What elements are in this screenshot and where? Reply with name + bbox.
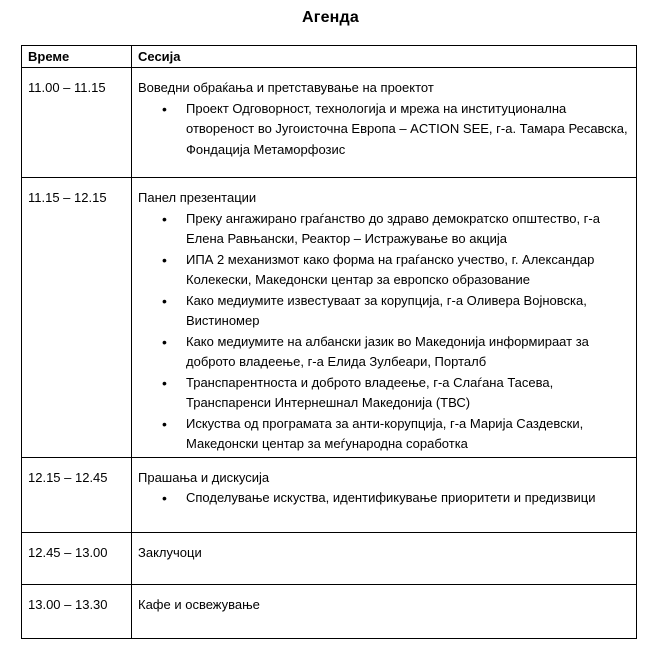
time-cell: 11.00 – 11.15 xyxy=(22,68,132,178)
bullet-item: • Како медиумите на албански јазик во Македонија информираат за доброто владеење, г-а Елида Зулбеари, Порталб xyxy=(186,332,630,373)
session-title: Заклучоци xyxy=(138,544,202,560)
table-row-discussion xyxy=(22,457,637,532)
bullet-item: • Искуства од програмата за анти-корупција, г-а Марија Саздевски, Македонски центар за меѓународна соработка xyxy=(186,414,630,455)
session-title: Прашања и дискусија xyxy=(138,469,270,485)
session-cell xyxy=(132,532,637,584)
session-bullet-list xyxy=(138,488,630,509)
page-title: Агенда xyxy=(301,9,360,26)
session-bullet-list xyxy=(138,209,630,455)
session-cell xyxy=(132,584,637,638)
session-title: Панел презентации xyxy=(138,190,257,205)
time-cell: 13.00 – 13.30 xyxy=(22,584,132,638)
table-row-coffee xyxy=(22,584,637,638)
time-cell: 11.15 – 12.15 xyxy=(22,178,132,458)
table-row-panel xyxy=(22,178,637,458)
time-cell: 12.15 – 12.45 xyxy=(22,457,132,532)
session-cell xyxy=(132,178,637,458)
bullet-item: • Транспарентноста и доброто владеење, г-а Слаѓана Тасева, Транспаренси Интернешнал Македонија (ТВС) xyxy=(186,373,630,414)
column-header-time: Време xyxy=(22,46,132,68)
session-title: Воведни обраќања и претставување на проектот xyxy=(138,80,434,95)
table-header-row xyxy=(22,46,637,68)
bullet-item: • Преку ангажирано граѓанство до здраво демократско општество, г-а Елена Равњански, Реактор – Истражување во акција xyxy=(186,209,630,250)
table-row-conclusions xyxy=(22,532,637,584)
agenda-table xyxy=(21,45,637,639)
bullet-item: • Споделување искуства, идентификување приоритети и предизвици xyxy=(186,488,630,509)
bullet-item: • ИПА 2 механизмот како форма на граѓанско учество, г. Александар Колекески, Македонски центар за европско образование xyxy=(186,250,630,291)
bullet-item: • Како медиумите известуваат за корупција, г-а Оливера Војновска, Вистиномер xyxy=(186,291,630,332)
session-title: Кафе и освежување xyxy=(138,596,260,612)
bullet-item: • Проект Одговорност, технологија и мрежа на институционална отвореност во Југоисточна Европа – ACTION SEE, г-а. Тамара Ресавска, Фондација Метаморфозис xyxy=(186,99,630,161)
column-header-session: Сесија xyxy=(132,46,637,68)
time-cell: 12.45 – 13.00 xyxy=(22,532,132,584)
session-cell xyxy=(132,457,637,532)
table-row-opening xyxy=(22,68,637,178)
session-cell xyxy=(132,68,637,178)
session-bullet-list xyxy=(138,99,630,161)
